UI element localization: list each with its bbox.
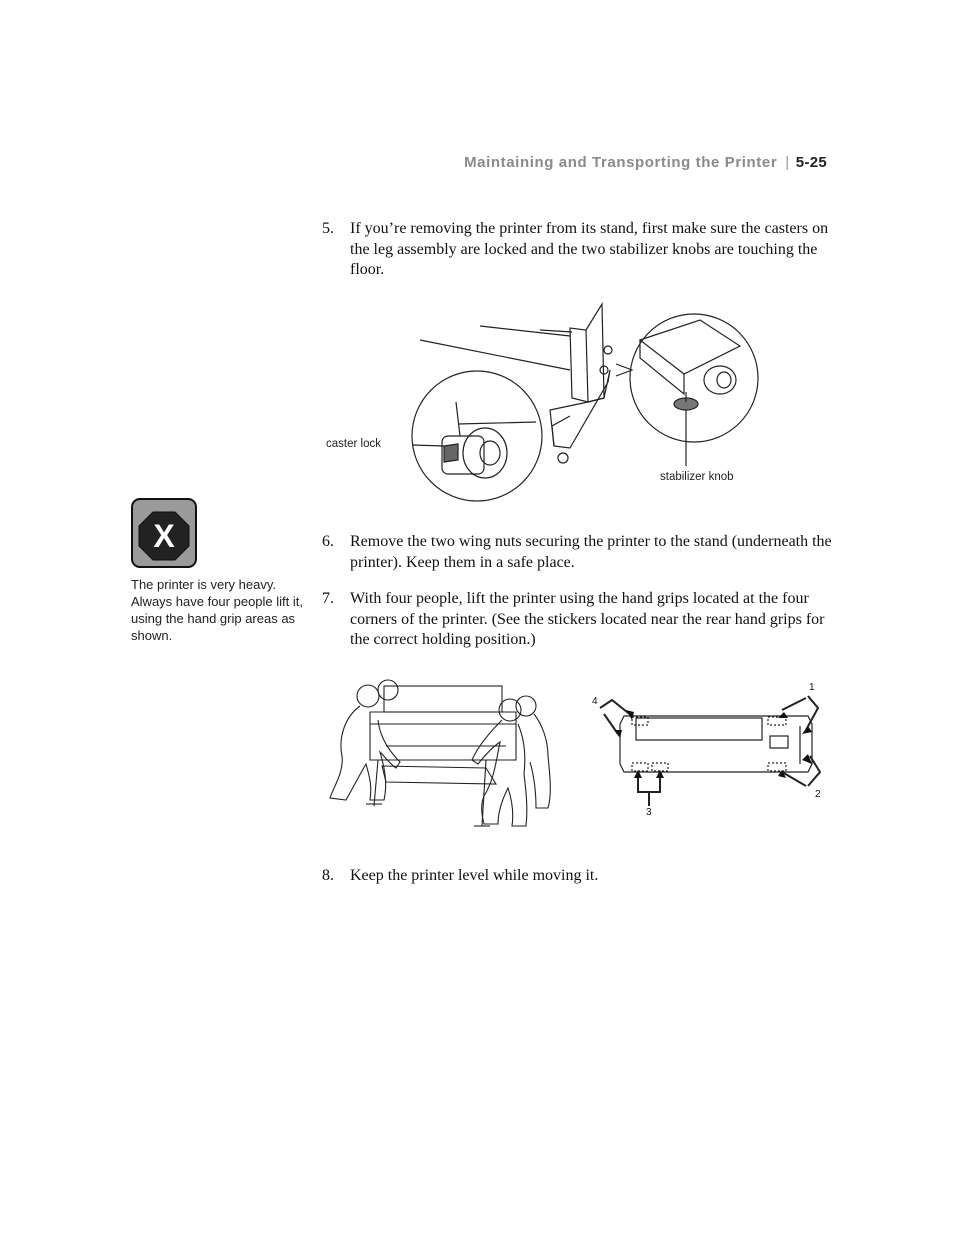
grip-label-4: 4 xyxy=(592,696,598,707)
grip-label-1: 1 xyxy=(809,682,815,693)
hand-grip-diagram xyxy=(590,680,830,820)
step-number: 6. xyxy=(322,533,334,550)
step-number: 8. xyxy=(322,867,334,884)
step-text: Keep the printer level while moving it. xyxy=(350,867,599,884)
step-text: Remove the two wing nuts securing the printer to the stand (underneath the printer). Keep them in a safe place. xyxy=(350,533,832,571)
section-title: Maintaining and Transporting the Printer xyxy=(464,154,778,171)
warning-glyph: X xyxy=(153,518,175,554)
warning-text: The printer is very heavy. Always have four people lift it, using the hand grip areas as shown. xyxy=(131,577,303,643)
step-number: 7. xyxy=(322,590,334,607)
caster-lock-label: caster lock xyxy=(326,438,381,450)
header-separator: | xyxy=(785,154,790,171)
step-text: If you’re removing the printer from its stand, first make sure the casters on the leg assembly are locked and the two stabilizer knobs are touching the floor. xyxy=(350,220,829,278)
step-number: 5. xyxy=(322,220,334,237)
warning-x-icon xyxy=(131,498,197,568)
grip-label-3: 3 xyxy=(646,807,652,818)
step-6 xyxy=(322,532,832,573)
stabilizer-knob-label: stabilizer knob xyxy=(660,471,734,483)
step-text: With four people, lift the printer using the hand grips located at the four corners of the printer. (See the stickers located near the rear hand grips for the correct holding position.) xyxy=(350,590,825,648)
step-8 xyxy=(322,866,832,887)
step-5 xyxy=(322,219,832,281)
grip-label-2: 2 xyxy=(815,789,821,800)
step-7 xyxy=(322,589,832,651)
page-number: 5-25 xyxy=(795,154,827,171)
four-people-lifting-illustration xyxy=(326,676,566,836)
running-header xyxy=(380,154,827,171)
